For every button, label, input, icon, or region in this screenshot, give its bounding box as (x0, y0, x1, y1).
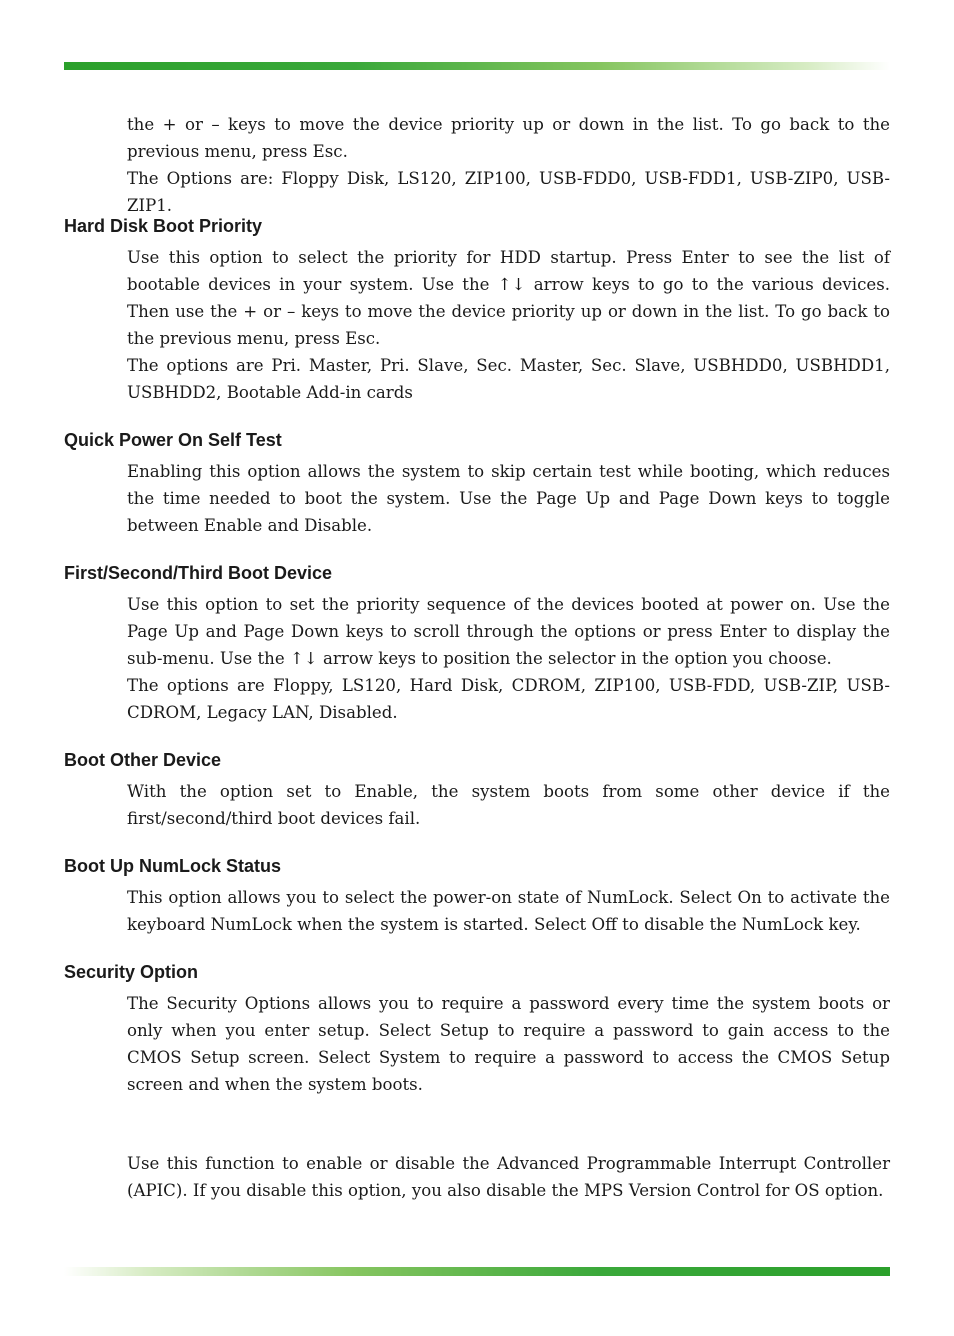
section-heading-quick-power-on-self-test: Quick Power On Self Test (64, 430, 282, 450)
header-decorative-bar (64, 62, 890, 70)
hard-disk-boot-priority-description: Use this option to select the priority for HDD startup. Press Enter to see the list of bootable devices in your system. Use the ↑↓ arrow keys to go to the various devices. Then use the + or – keys to move the device priority up or down in the list. To go back to the previous menu, press Esc. (127, 248, 890, 348)
section-heading-boot-other-device: Boot Other Device (64, 750, 222, 770)
intro-options-paragraph: The Options are: Floppy Disk, LS120, ZIP100, USB-FDD0, USB-FDD1, USB-ZIP0, USB-ZIP1. (127, 169, 890, 215)
boot-device-order-options: The options are Floppy, LS120, Hard Disk, CDROM, ZIP100, USB-FDD, USB-ZIP, USB-CDROM, Legacy LAN, Disabled. (127, 676, 890, 722)
section-heading-boot-device-order: First/Second/Third Boot Device (64, 563, 333, 583)
security-option-description: The Security Options allows you to require a password every time the system boots or only when you enter setup. Select Setup to require a password to gain access to the CMOS Setup screen. Select System to require a password to access the CMOS Setup screen and when the system boots. (127, 994, 890, 1094)
boot-up-numlock-status-description: This option allows you to select the power-on state of NumLock. Select On to activate the keyboard NumLock when the system is started. Select Off to disable the NumLock key. (127, 888, 890, 934)
intro-paragraph: the + or – keys to move the device priority up or down in the list. To go back to the previous menu, press Esc. (127, 115, 890, 161)
section-heading-hard-disk-boot-priority: Hard Disk Boot Priority (64, 216, 263, 236)
quick-power-on-self-test-description: Enabling this option allows the system to skip certain test while booting, which reduces the time needed to boot the system. Use the Page Up and Page Down keys to toggle between Enable and Disable. (127, 462, 890, 535)
section-heading-security-option: Security Option (64, 962, 199, 982)
section-heading-boot-up-numlock-status: Boot Up NumLock Status (64, 856, 282, 876)
apic-mode-description: Use this function to enable or disable the Advanced Programmable Interrupt Controller (APIC). If you disable this option, you also disable the MPS Version Control for OS option. (127, 1154, 890, 1200)
footer-decorative-bar (64, 1267, 890, 1276)
boot-other-device-description: With the option set to Enable, the system boots from some other device if the first/second/third boot devices fail. (127, 782, 890, 828)
hard-disk-boot-priority-options: The options are Pri. Master, Pri. Slave, Sec. Master, Sec. Slave, USBHDD0, USBHDD1, USBHDD2, Bootable Add-in cards (127, 356, 890, 402)
boot-device-order-description: Use this option to set the priority sequence of the devices booted at power on. Use the Page Up and Page Down keys to scroll through the options or press Enter to display the sub-menu. Use the ↑↓ arrow keys to position the selector in the option you choose. (127, 595, 890, 668)
